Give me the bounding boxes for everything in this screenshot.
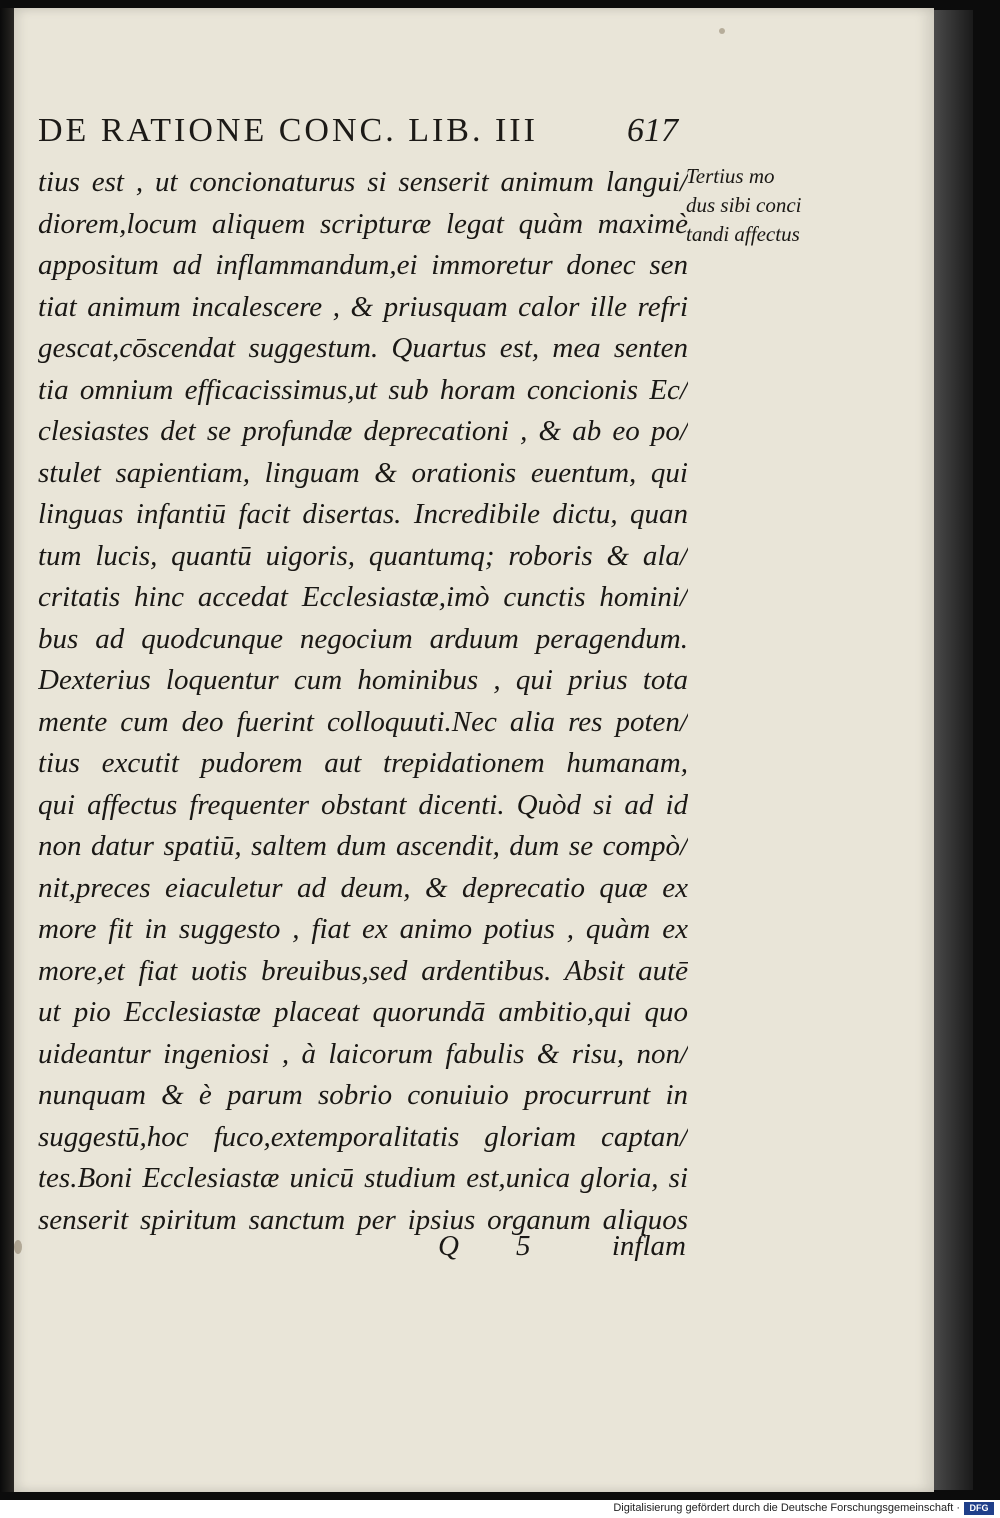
text-line: tius excutit pudorem aut trepidationem humanam, <box>38 747 688 779</box>
marginal-note-line: dus sibi conci <box>686 193 802 217</box>
text-line: stulet sapientiam, linguam & orationis euentum, qui <box>38 456 688 489</box>
page-edge <box>933 10 973 1490</box>
text-line: tius est , ut concionaturus si senserit animum langui/ <box>38 166 688 198</box>
text-line: uideantur ingeniosi , à laicorum fabulis & risu, non/ <box>38 1037 688 1070</box>
text-line: linguas infantiū facit disertas. Incredibile dictu, quan <box>38 498 688 530</box>
text-line: ut pio Ecclesiastæ placeat quorundā ambitio,qui quo <box>38 996 688 1028</box>
text-line: bus ad quodcunque negocium arduum peragendum. <box>38 622 688 655</box>
text-line: tiat animum incalescere , & priusquam calor ille refri <box>38 290 688 323</box>
marginal-note-line: Tertius mo <box>686 164 775 188</box>
text-line: qui affectus frequenter obstant dicenti. Quòd si ad id <box>38 788 688 821</box>
text-line: Dexterius loquentur cum hominibus , qui prius tota <box>38 664 688 696</box>
text-line: mente cum deo fuerint colloquuti.Nec alia res poten/ <box>38 705 688 738</box>
funding-credit: Digitalisierung gefördert durch die Deutsche Forschungsgemeinschaft · <box>613 1502 960 1514</box>
catchline <box>438 1230 686 1274</box>
body-text <box>38 162 688 1241</box>
signature-number: 5 <box>516 1230 531 1262</box>
running-header <box>38 112 678 158</box>
text-line: senserit spiritum sanctum per ipsius organum aliquos <box>38 1203 688 1236</box>
text-line: suggestū,hoc fuco,extemporalitatis gloriam captan/ <box>38 1120 688 1153</box>
signature-mark: Q <box>438 1230 459 1262</box>
text-line: nunquam & è parum sobrio conuiuio procurrunt in <box>38 1079 688 1111</box>
dfg-logo: DFG <box>964 1502 994 1515</box>
text-line: nit,preces eiaculetur ad deum, & deprecatio quæ ex <box>38 871 688 904</box>
page-number: 617 <box>627 112 678 149</box>
text-line: critatis hinc accedat Ecclesiastæ,imò cunctis homini/ <box>38 581 688 613</box>
text-line: clesiastes det se profundæ deprecationi , & ab eo po/ <box>38 415 688 447</box>
marginal-note-line: tandi affectus <box>686 222 800 246</box>
footer-bar <box>0 1500 1000 1518</box>
text-line: appositum ad inflammandum,ei immoretur donec sen <box>38 249 688 281</box>
catchword: inflam <box>611 1230 686 1262</box>
foxing-spot <box>14 1240 22 1254</box>
text-line: more,et fiat uotis breuibus,sed ardentibus. Absit autē <box>38 954 688 987</box>
text-line: non datur spatiū, saltem dum ascendit, dum se compò/ <box>38 830 688 862</box>
foxing-spot <box>719 28 725 34</box>
text-line: tum lucis, quantū uigoris, quantumq; roboris & ala/ <box>38 539 688 572</box>
text-line: gescat,cōscendat suggestum. Quartus est, mea senten <box>38 332 688 364</box>
marginal-note <box>686 162 836 249</box>
text-line: diorem,locum aliquem scripturæ legat quàm maximè <box>38 207 688 240</box>
running-title: DE RATIONE CONC. LIB. III <box>38 112 538 149</box>
text-line: more fit in suggesto , fiat ex animo potius , quàm ex <box>38 913 688 945</box>
text-line: tes.Boni Ecclesiastæ unicū studium est,unica gloria, si <box>38 1162 688 1194</box>
book-binding <box>0 8 14 1492</box>
text-line: tia omnium efficacissimus,ut sub horam concionis Ec/ <box>38 373 688 406</box>
